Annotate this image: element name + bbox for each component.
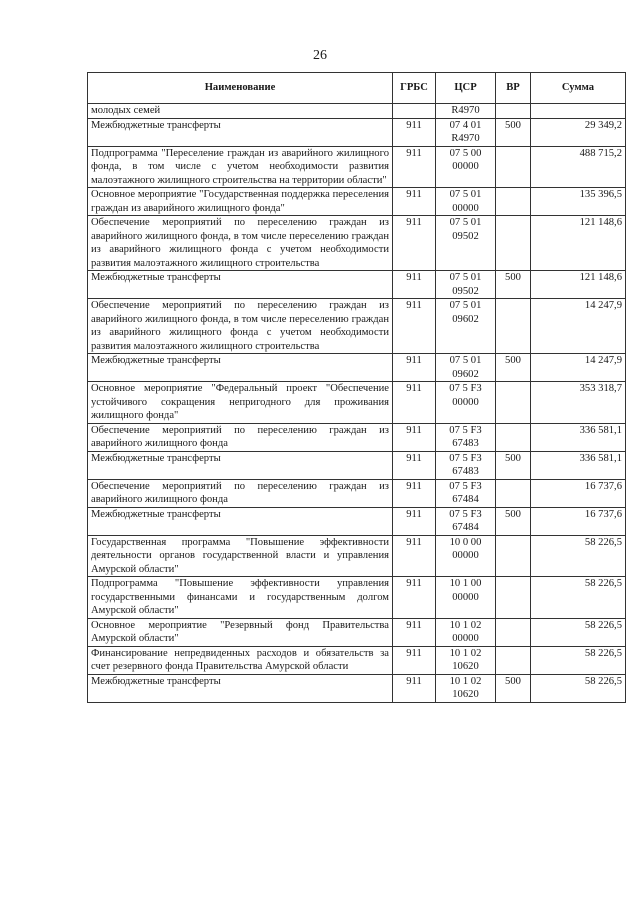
- cell-csr: 07 5 01 00000: [436, 188, 496, 216]
- table-row: [88, 618, 626, 646]
- header-name: Наименование: [88, 73, 393, 104]
- cell-vr: [496, 382, 531, 424]
- cell-grbs: 911: [393, 146, 436, 188]
- cell-grbs: 911: [393, 507, 436, 535]
- table-row: [88, 382, 626, 424]
- cell-sum: 135 396,5: [531, 188, 626, 216]
- cell-vr: 500: [496, 507, 531, 535]
- cell-name: Государственная программа "Повышение эффективности деятельности органов государственной власти и управления Амурской области": [88, 535, 393, 577]
- cell-name: Обеспечение мероприятий по переселению граждан из аварийного жилищного фонда: [88, 423, 393, 451]
- table-row: [88, 354, 626, 382]
- table-row: [88, 507, 626, 535]
- cell-name: Обеспечение мероприятий по переселению граждан из аварийного жилищного фонда, в том числе переселению граждан из аварийного жилищного фонда с учетом необходимости развития малоэтажного жилищного строительства: [88, 299, 393, 354]
- cell-csr: R4970: [436, 104, 496, 119]
- cell-vr: 500: [496, 674, 531, 702]
- cell-grbs: 911: [393, 188, 436, 216]
- cell-csr: 07 5 F3 67484: [436, 479, 496, 507]
- cell-grbs: 911: [393, 271, 436, 299]
- cell-vr: [496, 646, 531, 674]
- cell-grbs: 911: [393, 646, 436, 674]
- cell-grbs: 911: [393, 535, 436, 577]
- cell-name: Основное мероприятие "Федеральный проект "Обеспечение устойчивого сокращения непригодного для проживания жилищного фонда": [88, 382, 393, 424]
- cell-vr: [496, 216, 531, 271]
- cell-vr: [496, 577, 531, 619]
- table-body: [88, 104, 626, 703]
- cell-sum: 121 148,6: [531, 271, 626, 299]
- cell-name: Основное мероприятие "Резервный фонд Правительства Амурской области": [88, 618, 393, 646]
- cell-sum: [531, 104, 626, 119]
- cell-name: Межбюджетные трансферты: [88, 451, 393, 479]
- table-row: [88, 104, 626, 119]
- cell-vr: 500: [496, 451, 531, 479]
- cell-grbs: 911: [393, 479, 436, 507]
- cell-sum: 336 581,1: [531, 451, 626, 479]
- cell-vr: [496, 618, 531, 646]
- cell-vr: [496, 535, 531, 577]
- table-row: [88, 299, 626, 354]
- table-row: [88, 146, 626, 188]
- table-row: [88, 423, 626, 451]
- table-row: [88, 188, 626, 216]
- cell-sum: 16 737,6: [531, 507, 626, 535]
- cell-csr: 10 1 00 00000: [436, 577, 496, 619]
- table-row: [88, 674, 626, 702]
- cell-csr: 07 5 F3 67483: [436, 423, 496, 451]
- cell-sum: 14 247,9: [531, 354, 626, 382]
- cell-csr: 10 1 02 10620: [436, 674, 496, 702]
- cell-name: Межбюджетные трансферты: [88, 118, 393, 146]
- cell-vr: 500: [496, 354, 531, 382]
- cell-name: Межбюджетные трансферты: [88, 674, 393, 702]
- cell-csr: 10 1 02 10620: [436, 646, 496, 674]
- cell-grbs: 911: [393, 618, 436, 646]
- cell-name: Подпрограмма "Повышение эффективности управления государственными финансами и государственным долгом Амурской области": [88, 577, 393, 619]
- cell-name: Межбюджетные трансферты: [88, 354, 393, 382]
- cell-sum: 14 247,9: [531, 299, 626, 354]
- cell-sum: 58 226,5: [531, 577, 626, 619]
- cell-csr: 07 5 01 09502: [436, 216, 496, 271]
- cell-csr: 07 5 F3 67483: [436, 451, 496, 479]
- cell-grbs: 911: [393, 299, 436, 354]
- cell-grbs: 911: [393, 577, 436, 619]
- cell-sum: 58 226,5: [531, 535, 626, 577]
- cell-csr: 10 0 00 00000: [436, 535, 496, 577]
- cell-name: Обеспечение мероприятий по переселению граждан из аварийного жилищного фонда, в том числе переселению граждан из аварийного жилищного фонда с учетом необходимости развития малоэтажного жилищного строительства: [88, 216, 393, 271]
- header-csr: ЦСР: [436, 73, 496, 104]
- cell-grbs: 911: [393, 382, 436, 424]
- cell-grbs: 911: [393, 216, 436, 271]
- cell-sum: 16 737,6: [531, 479, 626, 507]
- cell-grbs: 911: [393, 118, 436, 146]
- table-row: [88, 577, 626, 619]
- cell-vr: [496, 479, 531, 507]
- cell-csr: 07 5 F3 67484: [436, 507, 496, 535]
- table-row: [88, 118, 626, 146]
- header-vr: ВР: [496, 73, 531, 104]
- cell-vr: [496, 104, 531, 119]
- cell-csr: 07 5 F3 00000: [436, 382, 496, 424]
- cell-sum: 488 715,2: [531, 146, 626, 188]
- cell-csr: 07 5 00 00000: [436, 146, 496, 188]
- table-header-row: [88, 73, 626, 104]
- cell-vr: [496, 423, 531, 451]
- table-row: [88, 451, 626, 479]
- cell-sum: 58 226,5: [531, 646, 626, 674]
- page-number: 26: [313, 48, 327, 63]
- table-row: [88, 479, 626, 507]
- cell-name: Обеспечение мероприятий по переселению граждан из аварийного жилищного фонда: [88, 479, 393, 507]
- cell-name: молодых семей: [88, 104, 393, 119]
- cell-grbs: [393, 104, 436, 119]
- cell-csr: 07 5 01 09602: [436, 299, 496, 354]
- cell-csr: 07 4 01 R4970: [436, 118, 496, 146]
- cell-grbs: 911: [393, 674, 436, 702]
- cell-name: Межбюджетные трансферты: [88, 271, 393, 299]
- cell-sum: 336 581,1: [531, 423, 626, 451]
- cell-grbs: 911: [393, 423, 436, 451]
- cell-name: Основное мероприятие "Государственная поддержка переселения граждан из аварийного жилищного фонда": [88, 188, 393, 216]
- cell-sum: 29 349,2: [531, 118, 626, 146]
- cell-grbs: 911: [393, 451, 436, 479]
- cell-csr: 10 1 02 00000: [436, 618, 496, 646]
- table-row: [88, 535, 626, 577]
- cell-sum: 58 226,5: [531, 618, 626, 646]
- cell-vr: [496, 299, 531, 354]
- cell-sum: 353 318,7: [531, 382, 626, 424]
- budget-table: [87, 72, 626, 703]
- cell-name: Подпрограмма "Переселение граждан из аварийного жилищного фонда, в том числе с учетом необходимости развития малоэтажного жилищного строительства на территории области": [88, 146, 393, 188]
- cell-vr: 500: [496, 271, 531, 299]
- table-row: [88, 216, 626, 271]
- cell-csr: 07 5 01 09602: [436, 354, 496, 382]
- cell-vr: [496, 146, 531, 188]
- table-row: [88, 646, 626, 674]
- cell-name: Финансирование непредвиденных расходов и обязательств за счет резервного фонда Правительства Амурской области: [88, 646, 393, 674]
- header-grbs: ГРБС: [393, 73, 436, 104]
- cell-sum: 121 148,6: [531, 216, 626, 271]
- cell-vr: 500: [496, 118, 531, 146]
- cell-name: Межбюджетные трансферты: [88, 507, 393, 535]
- cell-sum: 58 226,5: [531, 674, 626, 702]
- header-sum: Сумма: [531, 73, 626, 104]
- cell-vr: [496, 188, 531, 216]
- cell-grbs: 911: [393, 354, 436, 382]
- table-row: [88, 271, 626, 299]
- cell-csr: 07 5 01 09502: [436, 271, 496, 299]
